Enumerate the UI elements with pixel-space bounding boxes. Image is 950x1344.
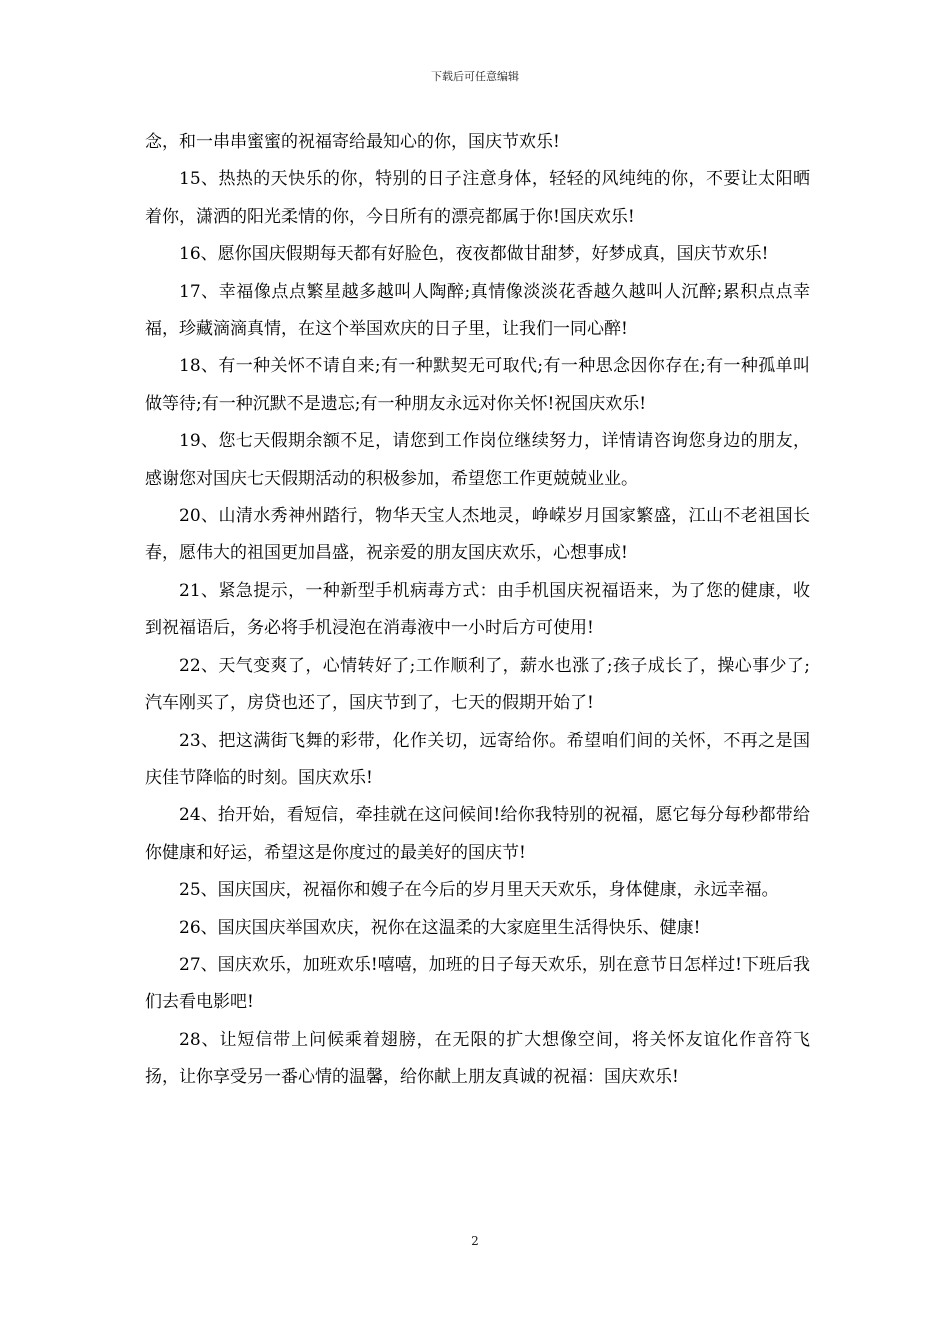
paragraph: 25、国庆国庆，祝福你和嫂子在今后的岁月里天天欢乐，身体健康，永远幸福。 <box>179 880 779 901</box>
page-header: 下载后可任意编辑 <box>431 70 519 83</box>
paragraph: 27、国庆欢乐，加班欢乐!嘻嘻，加班的日子每天欢乐，别在意节日怎样过!下班后我们去看电影吧! <box>145 954 810 1013</box>
paragraph: 21、紧急提示，一种新型手机病毒方式：由手机国庆祝福语来，为了您的健康，收到祝福语后，务必将手机浸泡在消毒液中一小时后方可使用! <box>145 580 810 639</box>
paragraph: 18、有一种关怀不请自来;有一种默契无可取代;有一种思念因你存在;有一种孤单叫做等待;有一种沉默不是遗忘;有一种朋友永远对你关怀!祝国庆欢乐! <box>145 356 810 414</box>
paragraph: 26、国庆国庆举国欢庆，祝你在这温柔的大家庭里生活得快乐、健康! <box>179 917 701 938</box>
paragraph: 念，和一串串蜜蜜的祝福寄给最知心的你，国庆节欢乐! <box>145 132 560 152</box>
paragraph: 24、抬开始，看短信，牵挂就在这问候间!给你我特别的祝福，愿它每分每秒都带给你健康和好运，希望这是你度过的最美好的国庆节! <box>145 805 810 863</box>
paragraph: 19、您七天假期余额不足，请您到工作岗位继续努力，详情请咨询您身边的朋友，感谢您对国庆七天假期活动的积极参加，希望您工作更兢兢业业。 <box>145 431 810 489</box>
paragraph: 16、愿你国庆假期每天都有好脸色，夜夜都做甘甜梦，好梦成真，国庆节欢乐! <box>179 244 769 265</box>
paragraph: 15、热热的天快乐的你，特别的日子注意身体，轻轻的风纯纯的你，不要让太阳晒着你，潇洒的阳光柔情的你，今日所有的漂亮都属于你!国庆欢乐! <box>145 169 810 227</box>
page-number: 2 <box>471 1234 479 1248</box>
paragraph: 20、山清水秀神州踏行，物华天宝人杰地灵，峥嵘岁月国家繁盛，江山不老祖国长春，愿伟大的祖国更加昌盛，祝亲爱的朋友国庆欢乐，心想事成! <box>145 506 810 564</box>
paragraph: 22、天气变爽了，心情转好了;工作顺利了，薪水也涨了;孩子成长了，操心事少了;汽车刚买了，房贷也还了，国庆节到了，七天的假期开始了! <box>145 655 810 714</box>
paragraph: 17、幸福像点点繁星越多越叫人陶醉;真情像淡淡花香越久越叫人沉醉;累积点点幸福，珍藏滴滴真情，在这个举国欢庆的日子里，让我们一同心醉! <box>145 281 810 340</box>
document-body <box>145 124 810 1097</box>
paragraph: 28、让短信带上问候乘着翅膀，在无限的扩大想像空间，将关怀友谊化作音符飞扬，让你享受另一番心情的温馨，给你献上朋友真诚的祝福：国庆欢乐! <box>145 1029 810 1088</box>
paragraph: 23、把这满街飞舞的彩带，化作关切，远寄给你。希望咱们间的关怀，不再之是国庆佳节降临的时刻。国庆欢乐! <box>145 730 810 788</box>
